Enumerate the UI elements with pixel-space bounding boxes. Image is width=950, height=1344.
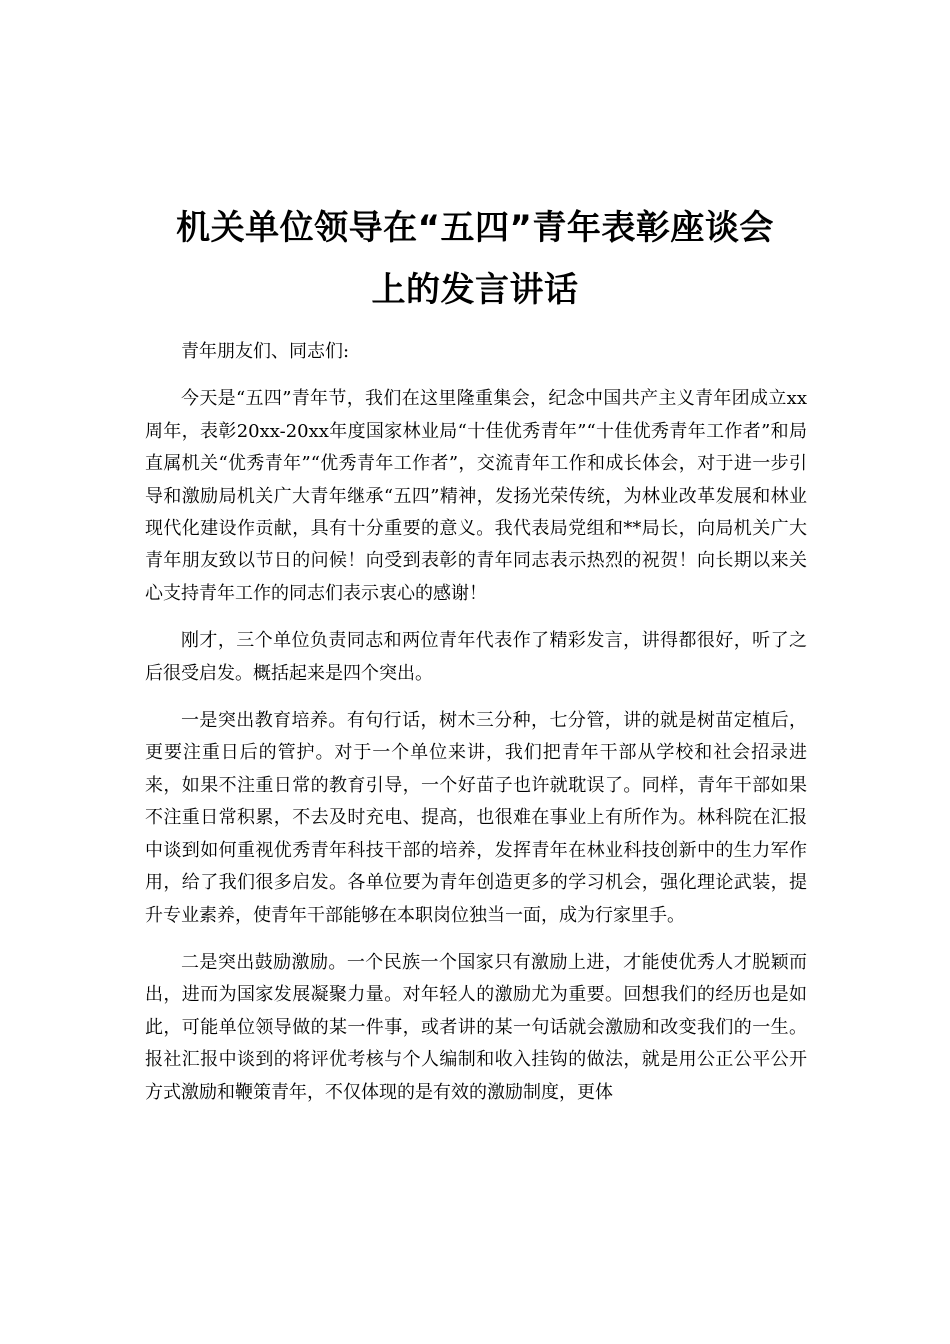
- greeting: 青年朋友们、同志们:: [181, 341, 350, 362]
- paragraph-3: 一是突出教育培养。有句行话，树木三分种，七分管，讲的就是树苗定植后，更要注重日后的管护。对于一个单位来讲，我们把青年干部从学校和社会招录进来，如果不注重日常的教育引导，一个好苗子也许就耽误了。同样，青年干部如果不注重日常积累，不去及时充电、提高，也很难在事业上有所作为。林科院在汇报中谈到如何重视优秀青年科技干部的培养，发挥青年在林业科技创新中的生力军作用，给了我们很多启发。各单位要为青年创造更多的学习机会，强化理论武装，提升专业素养，使青年干部能够在本职岗位独当一面，成为行家里手。: [145, 710, 807, 926]
- document-body: [145, 336, 807, 1124]
- paragraph-2: 刚才，三个单位负责同志和两位青年代表作了精彩发言，讲得都很好，听了之后很受启发。概括起来是四个突出。: [145, 630, 807, 684]
- paragraph-4: 二是突出鼓励激励。一个民族一个国家只有激励上进，才能使优秀人才脱颖而出，进而为国家发展凝聚力量。对年轻人的激励尤为重要。回想我们的经历也是如此，可能单位领导做的某一件事，或者讲的某一句话就会激励和改变我们的一生。报社汇报中谈到的将评优考核与个人编制和收入挂钩的做法，就是用公正公平公开方式激励和鞭策青年，不仅体现的是有效的激励制度，更体: [145, 951, 807, 1103]
- document-title: [145, 197, 805, 321]
- paragraph-1: 今天是“五四”青年节，我们在这里隆重集会，纪念中国共产主义青年团成立xx周年，表彰20xx-20xx年度国家林业局“十佳优秀青年”“十佳优秀青年工作者”和局直属机关“优秀青年”“优秀青年工作者”，交流青年工作和成长体会，对于进一步引导和激励局机关广大青年继承“五四”精神，发扬光荣传统，为林业改革发展和林业现代化建设作贡献，具有十分重要的意义。我代表局党组和**局长，向局机关广大青年朋友致以节日的问候！向受到表彰的青年同志表示热烈的祝贺！向长期以来关心支持青年工作的同志们表示衷心的感谢！: [145, 388, 807, 604]
- title-line-2: 上的发言讲话: [371, 270, 579, 310]
- title-line-1: 机关单位领导在“五四”青年表彰座谈会: [176, 208, 774, 248]
